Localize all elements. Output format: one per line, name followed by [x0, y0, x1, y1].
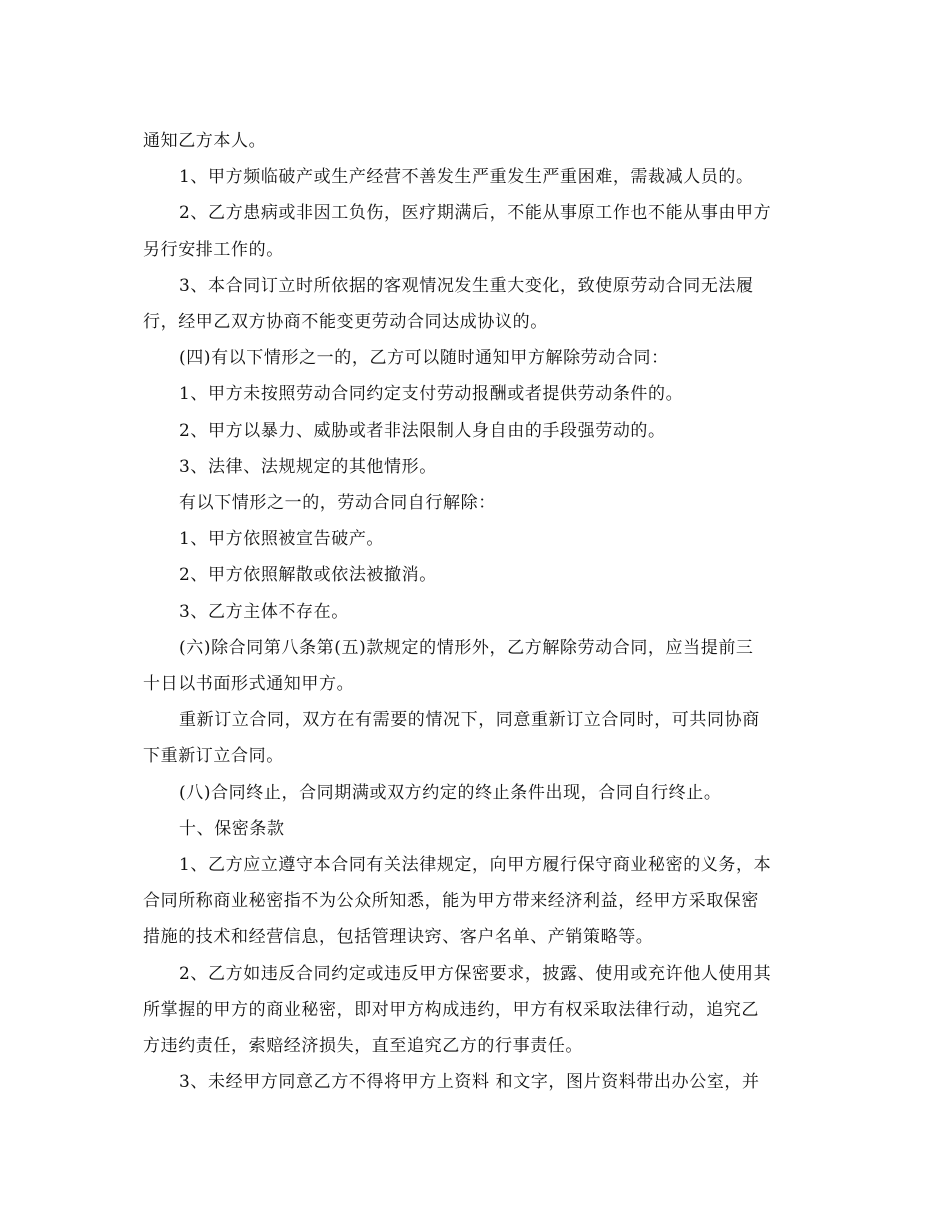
text-line: 通知乙方本人。	[143, 131, 267, 151]
paragraph	[143, 195, 811, 267]
text-line: 2、甲方依照解散或依法被撤消。	[179, 565, 437, 586]
paragraph	[143, 1064, 811, 1100]
paragraph	[143, 123, 811, 159]
text-line: 1、乙方应立遵守本合同有关法律规定，向甲方履行保守商业秘密的义务，本	[179, 855, 772, 876]
paragraph	[143, 159, 811, 195]
text-line: 下重新订立合同。	[143, 746, 284, 767]
text-line: 3、乙方主体不存在。	[179, 601, 349, 622]
paragraph	[143, 630, 811, 702]
text-line: 措施的技术和经营信息，包括管理诀窍、客户名单、产销策略等。	[143, 927, 654, 948]
paragraph	[143, 485, 811, 521]
paragraph	[143, 956, 811, 1065]
paragraph	[143, 557, 811, 593]
paragraph	[143, 376, 811, 412]
text-line: 1、甲方依照被宣告破产。	[179, 529, 385, 550]
text-line: 1、甲方频临破产或生产经营不善发生严重发生严重困难，需裁减人员的。	[179, 167, 754, 188]
text-line: 重新订立合同，双方在有需要的情况下，同意重新订立合同时，可共同协商	[179, 710, 760, 731]
text-line: 2、甲方以暴力、威胁或者非法限制人身自由的手段强劳动的。	[179, 420, 666, 441]
text-line: 1、甲方未按照劳动合同约定支付劳动报酬或者提供劳动条件的。	[179, 384, 684, 405]
text-line: (四)有以下情形之一的，乙方可以随时通知甲方解除劳动合同：	[179, 348, 669, 369]
paragraph	[143, 268, 811, 340]
document-body	[143, 123, 811, 1100]
text-line: 3、未经甲方同意乙方不得将甲方上资料 和文字，图片资料带出办公室，并	[179, 1072, 760, 1093]
text-line: 所掌握的甲方的商业秘密，即对甲方构成违约，甲方有权采取法律行动，追究乙	[143, 999, 759, 1020]
text-line: 合同所称商业秘密指不为公众所知悉，能为甲方带来经济利益，经甲方采取保密	[143, 891, 759, 912]
text-line: (六)除合同第八条第(五)款规定的情形外，乙方解除劳动合同，应当提前三	[179, 637, 754, 658]
text-line: 有以下情形之一的，劳动合同自行解除：	[179, 493, 496, 514]
paragraph	[143, 594, 811, 630]
text-line: 十日以书面形式通知甲方。	[143, 674, 355, 695]
paragraph	[143, 340, 811, 376]
paragraph	[143, 449, 811, 485]
text-line: 方违约责任，索赔经济损失，直至追究乙方的行事责任。	[143, 1036, 583, 1057]
paragraph	[143, 811, 811, 847]
paragraph	[143, 702, 811, 774]
text-line: 3、本合同订立时所依据的客观情况发生重大变化，致使原劳动合同无法履	[179, 275, 754, 296]
text-line: 2、乙方患病或非因工负伤，医疗期满后，不能从事原工作也不能从事由甲方	[179, 203, 772, 224]
text-line: 3、法律、法规规定的其他情形。	[179, 456, 437, 477]
text-line: 另行安排工作的。	[143, 239, 284, 260]
paragraph	[143, 413, 811, 449]
paragraph	[143, 775, 811, 811]
text-line: (八)合同终止，合同期满或双方约定的终止条件出现，合同自行终止。	[179, 782, 722, 803]
text-line: 行，经甲乙双方协商不能变更劳动合同达成协议的。	[143, 312, 548, 333]
paragraph	[143, 847, 811, 956]
paragraph	[143, 521, 811, 557]
text-line: 十、保密条款	[179, 818, 285, 839]
text-line: 2、乙方如违反合同约定或违反甲方保密要求，披露、使用或充许他人使用其	[179, 963, 772, 984]
